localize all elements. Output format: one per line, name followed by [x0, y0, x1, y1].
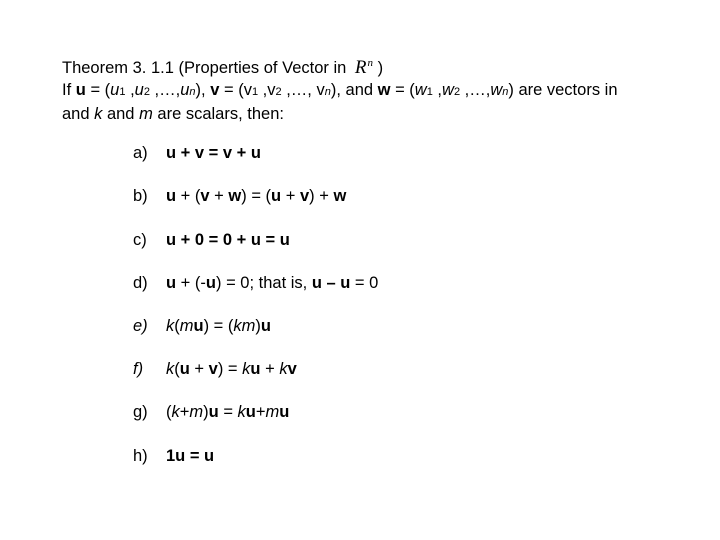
property-e: [133, 317, 271, 336]
property-a: [133, 144, 261, 163]
property-g: [133, 403, 289, 422]
property-label: g): [133, 403, 148, 421]
theorem-title-prefix: Theorem 3. 1.1 (Properties of Vector in: [62, 59, 347, 77]
theorem-title: [62, 52, 702, 79]
property-label: f): [133, 360, 144, 378]
property-h: [133, 447, 214, 466]
theorem-hypothesis: If u = (u1 ,u2 ,…,un), v = (v1 ,v2 ,…, vn), and w = (w1 ,w2 ,…,wn) are vectors in: [62, 81, 618, 99]
property-label: a): [133, 144, 148, 162]
rn-symbol: [355, 57, 373, 78]
property-formula: k(mu) = (km)u: [166, 317, 271, 335]
rn-symbol-base: R: [354, 57, 367, 78]
property-label: b): [133, 187, 148, 205]
property-label: d): [133, 274, 148, 292]
theorem-conclusion: and k and m are scalars, then:: [62, 105, 284, 123]
property-d: [133, 274, 378, 293]
property-label: c): [133, 231, 147, 249]
property-label: e): [133, 317, 148, 335]
property-f: [133, 360, 297, 379]
property-c: [133, 231, 290, 250]
property-formula: u + (-u) = 0; that is, u – u = 0: [166, 274, 379, 292]
property-formula: k(u + v) = ku + kv: [166, 360, 297, 378]
property-formula: (k+m)u = ku+mu: [166, 403, 290, 421]
rn-symbol-exponent: n: [367, 57, 374, 69]
property-formula: u + 0 = 0 + u = u: [166, 231, 290, 249]
theorem-title-suffix: ): [377, 59, 384, 77]
property-formula: u + v = v + u: [166, 144, 261, 162]
property-formula: 1u = u: [166, 447, 215, 465]
theorem-header: [62, 52, 702, 125]
property-label: h): [133, 447, 148, 465]
property-formula: u + (v + w) = (u + v) + w: [166, 187, 347, 205]
property-b: [133, 187, 346, 206]
